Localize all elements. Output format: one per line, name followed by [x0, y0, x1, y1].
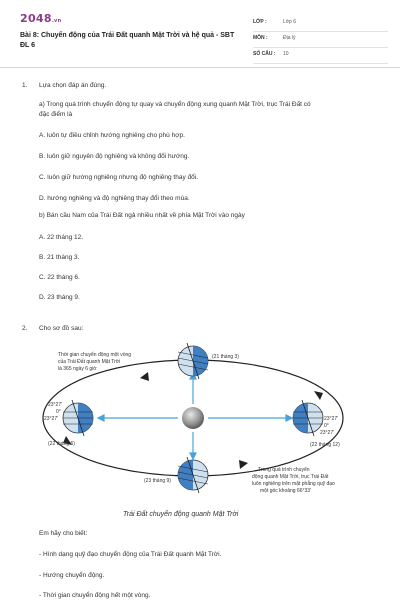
sun-icon: [182, 407, 204, 429]
note-right-line1: Trong quá trình chuyển: [258, 467, 310, 473]
earth-march-icon: [178, 343, 208, 379]
q1a-option-d[interactable]: D. hướng nghiêng và độ nghiêng thay đổi theo mùa.: [39, 195, 190, 202]
note-right-line4: một góc khoảng 66°33': [260, 488, 312, 494]
page-title: Bài 8: Chuyển động của Trái Đất quanh Mặt Trời và hệ quả - SBT ĐL 6: [20, 32, 235, 49]
note-left-line3: là 365 ngày 6 giờ: [58, 366, 97, 372]
q2-item-3: - Thời gian chuyển động hết một vòng.: [39, 592, 151, 599]
meta-row-class: [253, 16, 388, 32]
q1a-option-a[interactable]: A. luôn tự điều chỉnh hướng nghiêng cho phù hợp.: [39, 132, 185, 139]
date-june: (22 tháng 6): [48, 441, 75, 447]
q1a-option-c[interactable]: C. luôn giữ hướng nghiêng nhưng độ nghiêng thay đổi.: [39, 174, 198, 181]
q1b-option-b[interactable]: B. 21 tháng 3.: [39, 254, 80, 261]
page-header: [0, 0, 400, 66]
header-divider: [0, 67, 400, 68]
lat-right-1: 23°27': [324, 416, 339, 422]
q2-item-2: - Hướng chuyển động.: [39, 572, 105, 579]
date-september: (23 tháng 9): [144, 478, 171, 484]
q2-sub-prompt: Em hãy cho biết:: [39, 530, 88, 537]
note-right-line2: động quanh Mặt Trời, trục Trái Đất: [252, 474, 329, 480]
orbit-arrow-icon: [239, 460, 248, 469]
logo-text: 2048: [20, 12, 52, 25]
meta-key: MÔN :: [253, 35, 268, 41]
logo-suffix: .vn: [51, 18, 62, 24]
lat-left-3: 23°27': [44, 416, 59, 422]
q1a-line2: đặc điểm là: [39, 111, 73, 118]
lat-left-1: 23°27': [48, 402, 63, 408]
orbit-arrow-icon: [140, 372, 149, 381]
q2-prompt: Cho sơ đồ sau:: [39, 325, 84, 332]
meta-value: 10: [283, 51, 289, 57]
q1b-option-c[interactable]: C. 22 tháng 6.: [39, 274, 80, 281]
meta-value: Địa lý: [283, 35, 296, 41]
note-left-line2: của Trái Đất quanh Mặt Trời: [58, 359, 121, 365]
q2-item-1: - Hình dạng quỹ đạo chuyển động của Trái Đất quanh Mặt Trời.: [39, 551, 222, 558]
earth-december-icon: [293, 400, 323, 436]
q1a-option-b[interactable]: B. luôn giữ nguyên độ nghiêng và không đổi hướng.: [39, 153, 190, 160]
q1-number: 1.: [22, 82, 28, 89]
date-march: (21 tháng 3): [212, 354, 239, 360]
note-right-line3: luôn nghiêng trên mặt phẳng quỹ đạo: [252, 481, 335, 487]
meta-value: Lớp 6: [283, 19, 297, 25]
q2-number: 2.: [22, 325, 28, 332]
q1b-prompt: b) Bán cầu Nam của Trái Đất ngả nhiều nhất về phía Mặt Trời vào ngày: [39, 212, 245, 219]
q1b-option-d[interactable]: D. 23 tháng 9.: [39, 294, 80, 301]
orbit-arrow-icon: [314, 391, 323, 400]
q1a-line1: a) Trong quá trình chuyển động tự quay và chuyển động xung quanh Mặt Trời, trục Trái Đất có: [39, 101, 311, 108]
lat-right-3: 23°27': [320, 430, 335, 436]
meta-table: [253, 16, 388, 64]
q1b-option-a[interactable]: A. 22 tháng 12.: [39, 234, 84, 241]
meta-row-subject: [253, 32, 388, 48]
lat-right-2: 0°: [324, 423, 329, 429]
meta-row-count: [253, 48, 388, 64]
date-december: (22 tháng 12): [310, 442, 340, 448]
earth-orbit-diagram: [20, 338, 370, 530]
lat-left-2: 0°: [56, 409, 61, 415]
earth-september-icon: [178, 457, 208, 493]
diagram-caption: Trái Đất chuyển động quanh Mặt Trời: [123, 511, 239, 518]
meta-key: LỚP :: [253, 19, 267, 25]
note-left-line1: Thời gian chuyển động một vòng: [58, 352, 132, 358]
meta-key: SỐ CÂU :: [253, 51, 276, 57]
site-logo[interactable]: [20, 12, 61, 25]
q1-prompt: Lựa chọn đáp án đúng.: [39, 82, 107, 89]
earth-june-icon: [63, 400, 93, 436]
